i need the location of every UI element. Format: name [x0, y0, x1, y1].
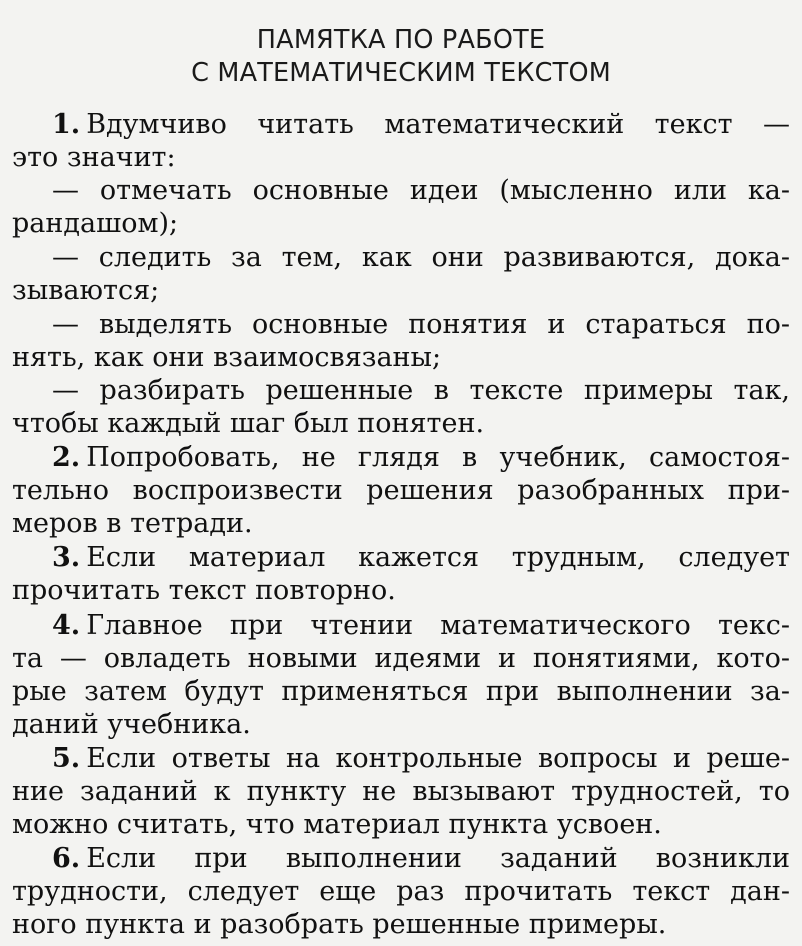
- item-5-line-3: можно считать, что материал пункта усвоен.: [12, 809, 662, 840]
- item-1-line-10: чтобы каждый шаг был понятен.: [12, 408, 485, 439]
- item-5-number: 5.: [52, 743, 81, 774]
- item-6-line-2: трудности, следует еще раз прочитать текст дан-: [12, 876, 790, 907]
- item-1-line-7: — выделять основные понятия и стараться по-: [52, 309, 790, 340]
- item-4-line-2: та — овладеть новыми идеями и понятиями, кото-: [12, 643, 790, 674]
- item-6-text: Если при выполнении заданий возникли: [86, 843, 790, 874]
- item-4-text: Главное при чтении математического текс-: [86, 610, 790, 641]
- memo-title-line-2: С МАТЕМАТИЧЕСКИМ ТЕКСТОМ: [191, 58, 611, 88]
- item-2-text: Попробовать, не глядя в учебник, самостоя-: [86, 442, 790, 473]
- item-2-number: 2.: [52, 442, 81, 473]
- item-1-line-2: это значит:: [12, 142, 176, 173]
- item-1-line-3: — отмечать основные идеи (мысленно или ка-: [52, 175, 790, 206]
- item-2-line-2: тельно воспроизвести решения разобранных при-: [12, 475, 790, 506]
- item-3-text: Если материал кажется трудным, следует: [86, 542, 790, 573]
- item-2-line-3: меров в тетради.: [12, 508, 253, 539]
- item-3-number: 3.: [52, 542, 81, 573]
- item-5-line-2: ние заданий к пункту не вызывают трудностей, то: [12, 776, 790, 807]
- memo-title-line-1: ПАМЯТКА ПО РАБОТЕ: [256, 25, 546, 55]
- item-1-line-1: [52, 108, 790, 141]
- item-4-number: 4.: [52, 610, 81, 641]
- item-1-line-9: — разбирать решенные в тексте примеры так,: [52, 375, 790, 406]
- item-2-line-1: [52, 441, 790, 474]
- item-4-line-4: даний учебника.: [12, 709, 251, 740]
- item-5-text: Если ответы на контрольные вопросы и реше-: [86, 743, 790, 774]
- item-1-line-5: — следить за тем, как они развиваются, дока-: [52, 242, 790, 273]
- item-4-line-1: [52, 609, 790, 642]
- item-1-line-6: зываются;: [12, 275, 160, 306]
- item-5-line-1: [52, 742, 790, 775]
- item-1-text: Вдумчиво читать математический текст —: [86, 109, 790, 140]
- item-6-line-1: [52, 842, 790, 875]
- item-3-line-2: прочитать текст повторно.: [12, 575, 396, 606]
- item-1-line-8: нять, как они взаимосвязаны;: [12, 342, 442, 373]
- item-1-line-4: рандашом);: [12, 208, 179, 239]
- item-6-line-3: ного пункта и разобрать решенные примеры.: [12, 909, 667, 940]
- item-4-line-3: рые затем будут применяться при выполнении за-: [12, 676, 790, 707]
- item-1-number: 1.: [52, 109, 81, 140]
- item-3-line-1: [52, 541, 790, 574]
- item-6-number: 6.: [52, 843, 81, 874]
